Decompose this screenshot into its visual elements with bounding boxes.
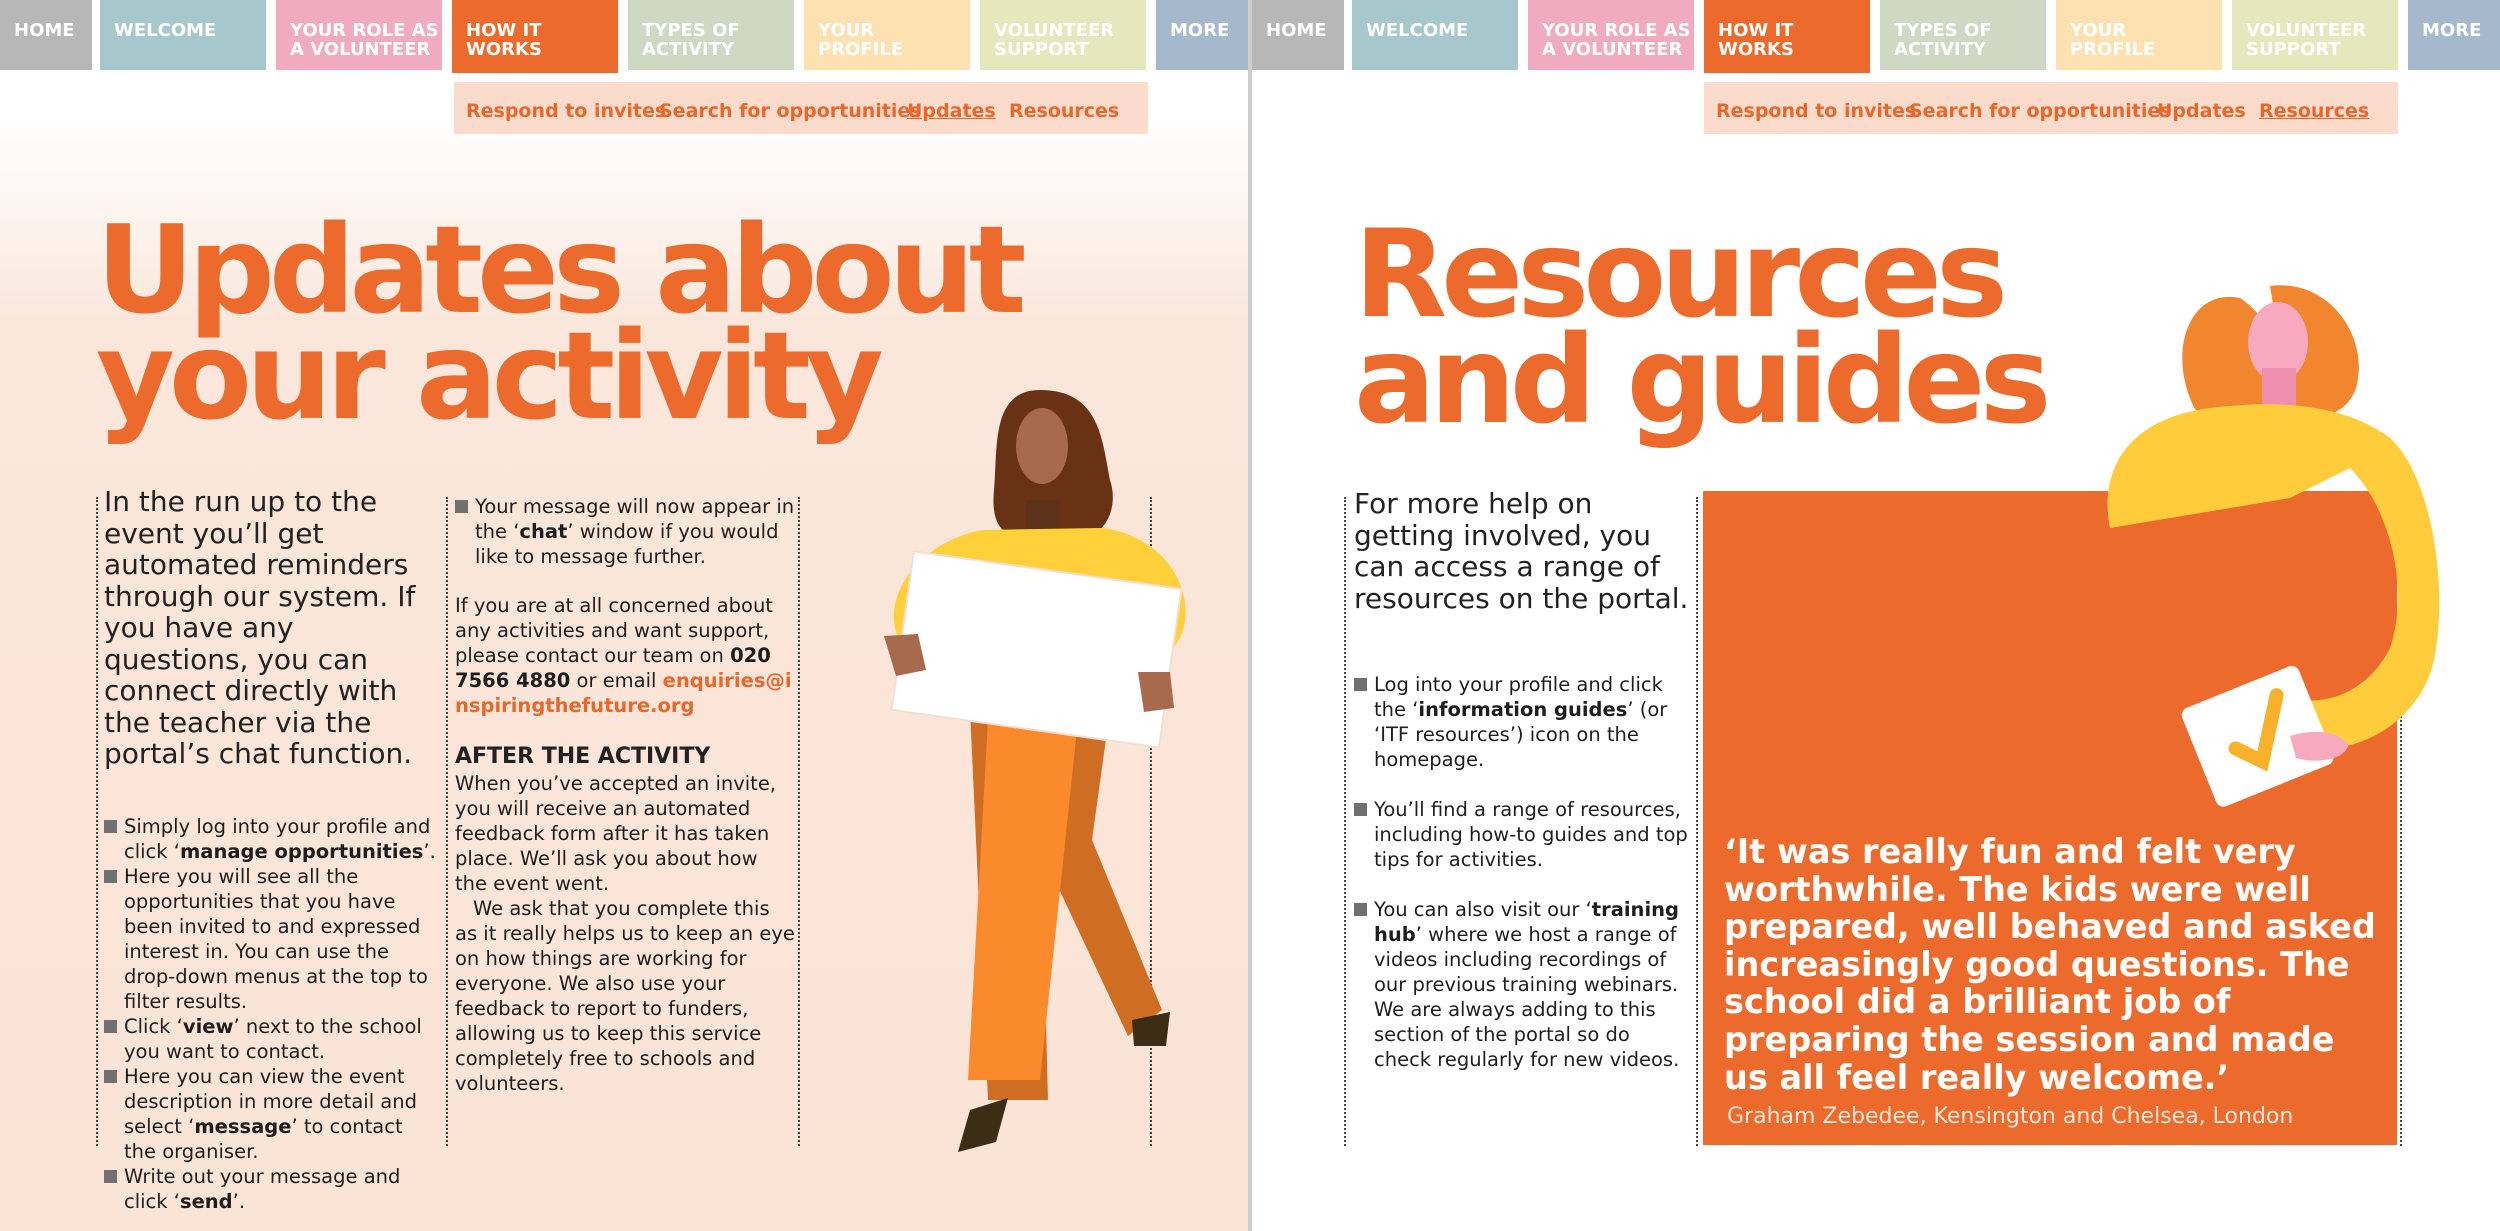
nav-tab-label: PROFILE [818,39,904,60]
nav-tab-home[interactable]: HOME [1252,0,1344,70]
list-item: You can also visit our ‘training hub’ where we host a range of videos including recordings of our previous training webinars. We are always adding to this section of the portal so do check regularly for new videos. [1354,897,1690,1072]
page-title [1354,204,2046,451]
sub-navigation [1704,82,2398,134]
updates-intro: In the run up to the event you’ll get automated reminders through our system. If you have any questions, you can connect directly with the teacher via the portal’s chat function. [104,485,416,770]
column-rule [798,497,800,1146]
nav-tab-label: HOW IT [466,20,542,41]
nav-tab-label: TYPES OF [642,20,740,41]
nav-tab-welcome[interactable]: WELCOME [100,0,266,70]
nav-tab-label: A VOLUNTEER [290,39,431,60]
sub-navigation [454,82,1148,134]
nav-tab-label: WORKS [1718,39,1794,60]
resources-column [1354,488,1690,1072]
support-contact-paragraph: If you are at all concerned about any activities and want support, please contact our team on 020 7566 4880 or email enquiries@inspiringthefuture.org [455,594,792,717]
testimonial-quote: ‘It was really fun and felt very worthwhile. The kids were well prepared, well behaved and asked increasingly good questions. The school did a brilliant job of preparing the session and made us all feel really welcome.’ [1724,832,2376,1097]
left-page [0,0,1248,1231]
top-navigation [0,0,1248,70]
subnav-resources[interactable]: Resources [2259,100,2370,122]
column-rule [1344,497,1346,1146]
nav-tab-label: A VOLUNTEER [1542,39,1683,60]
nav-tab-how-it-works[interactable] [452,0,618,73]
after-activity-heading: AFTER THE ACTIVITY [455,744,711,769]
resources-intro: For more help on getting involved, you can access a range of resources on the portal. [1354,487,1689,615]
page-title-line: Resources [1354,204,2003,345]
nav-tab-label: VOLUNTEER [2246,20,2367,41]
nav-tab-label: VOLUNTEER [994,20,1115,41]
nav-tab-label: WORKS [466,39,542,60]
nav-tab-label: TYPES OF [1894,20,1992,41]
chat-step-list [455,494,795,569]
nav-tab-label: YOUR [2070,20,2127,41]
nav-tab-more[interactable]: MORE [2408,0,2500,70]
updates-steps-list [104,814,440,1214]
top-navigation [1252,0,2500,70]
subnav-search-opportunities[interactable]: Search for opportunities [659,100,922,122]
nav-tab-types-of-activity[interactable] [1880,0,2046,70]
nav-tab-home[interactable]: HOME [0,0,92,70]
list-item: Write out your message and click ‘send’. [104,1164,440,1214]
nav-tab-welcome[interactable]: WELCOME [1352,0,1518,70]
column-rule [1696,497,1698,1146]
support-phone-number: 020 7566 4880 [455,644,771,692]
nav-tab-more[interactable]: MORE [1156,0,1248,70]
nav-tab-label: YOUR ROLE AS [290,20,439,41]
nav-tab-label: SUPPORT [994,39,1089,60]
volunteer-holding-checkmark-illustration [2090,268,2450,828]
list-item: Simply log into your profile and click ‘manage opportunities’. [104,814,440,864]
nav-tab-types-of-activity[interactable] [628,0,794,70]
list-item: Log into your profile and click the ‘information guides’ (or ‘ITF resources’) icon on the homepage. [1354,672,1690,772]
nav-tab-your-role[interactable] [1528,0,1694,70]
list-item: Click ‘view’ next to the school you want to contact. [104,1014,440,1064]
nav-tab-label: PROFILE [2070,39,2156,60]
subnav-resources[interactable]: Resources [1009,100,1120,122]
nav-tab-label: YOUR [818,20,875,41]
nav-tab-volunteer-support[interactable] [2232,0,2398,70]
list-item: You’ll find a range of resources, including how-to guides and top tips for activities. [1354,797,1690,872]
nav-tab-your-role[interactable] [276,0,442,70]
updates-column-1 [104,486,440,1214]
subnav-respond-to-invites[interactable]: Respond to invites [1716,100,1917,122]
subnav-updates[interactable]: Updates [2157,100,2246,122]
after-activity-paragraph-1: When you’ve accepted an invite, you will receive an automated feedback form after it has taken place. We’ll ask you about how the event went. [455,772,777,895]
subnav-respond-to-invites[interactable]: Respond to invites [466,100,667,122]
support-email-link[interactable]: enquiries@inspiringthefuture.org [455,669,792,717]
nav-tab-label: SUPPORT [2246,39,2341,60]
after-activity-paragraph-2: We ask that you complete this as it really helps us to keep an eye on how things are working for everyone. We also use your feedback to report to funders, allowing us to keep this service completely free to schools and volunteers. [455,897,795,1095]
list-item: Here you will see all the opportunities that you have been invited to and expressed interest in. You can use the drop-down menus at the top to filter results. [104,864,440,1014]
nav-tab-label: YOUR ROLE AS [1542,20,1691,41]
page-title-line: your activity [96,306,878,447]
nav-tab-your-profile[interactable] [2056,0,2222,70]
nav-tab-how-it-works[interactable] [1704,0,1870,73]
subnav-search-opportunities[interactable]: Search for opportunities [1909,100,2172,122]
list-item: Your message will now appear in the ‘chat’ window if you would like to message further. [455,494,795,569]
testimonial-attribution: Graham Zebedee, Kensington and Chelsea, London [1727,1104,2294,1129]
nav-tab-your-profile[interactable] [804,0,970,70]
column-rule [446,497,448,1146]
updates-column-2 [455,494,795,1096]
column-rule [96,497,98,1146]
page-title-line: and guides [1354,310,2046,451]
resources-list [1354,672,1690,1072]
nav-tab-label: HOW IT [1718,20,1794,41]
subnav-updates[interactable]: Updates [907,100,996,122]
nav-tab-label: ACTIVITY [642,39,735,60]
volunteer-holding-sign-illustration [870,380,1210,1200]
nav-tab-label: ACTIVITY [1894,39,1987,60]
page-title-line: Updates about [96,200,1021,341]
nav-tab-volunteer-support[interactable] [980,0,1146,70]
list-item: Here you can view the event description in more detail and select ‘message’ to contact the organiser. [104,1064,440,1164]
